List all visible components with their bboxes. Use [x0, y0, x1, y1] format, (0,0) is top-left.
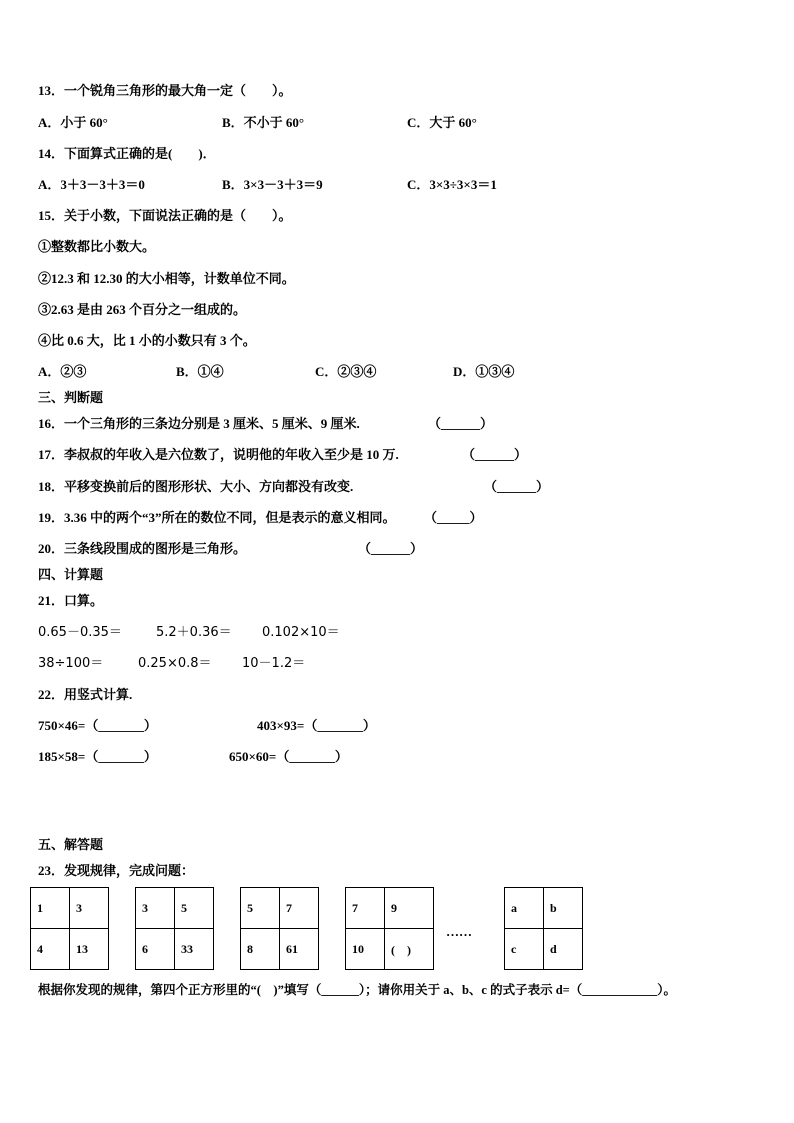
grid-cell: 7 — [280, 888, 319, 929]
section-heading-calc: 四、计算题 — [38, 567, 104, 582]
q15-option-d: D．①③④ — [453, 364, 515, 379]
grid-cell: 10 — [346, 929, 385, 970]
vertical-calc-1[interactable]: 750×46=（_______） — [38, 718, 157, 733]
grid-cell: b — [544, 888, 583, 929]
vertical-calc-3[interactable]: 185×58=（_______） — [38, 749, 157, 764]
q14-option-a: A．3＋3－3＋3＝0 — [38, 177, 145, 192]
grid-cell: 3 — [136, 888, 175, 929]
q15-statement-4: ④比 0.6 大，比 1 小的小数只有 3 个。 — [38, 333, 256, 348]
judge-blank-18[interactable]: （______） — [484, 479, 550, 494]
pattern-square-2 — [135, 887, 214, 970]
section-heading-judge: 三、判断题 — [38, 390, 104, 405]
grid-cell: 13 — [70, 929, 109, 970]
grid-cell: 6 — [136, 929, 175, 970]
judge-item-17: 17．李叔叔的年收入是六位数了，说明他的年收入至少是 10 万. — [38, 447, 399, 462]
judge-item-16: 16．一个三角形的三条边分别是 3 厘米、5 厘米、9 厘米. — [38, 416, 360, 431]
q15-option-c: C．②③④ — [315, 364, 377, 379]
q14-option-b: B．3×3－3＋3＝9 — [222, 177, 323, 192]
q14-option-c: C．3×3÷3×3＝1 — [407, 177, 497, 192]
q15-statement-1: ①整数都比小数大。 — [38, 239, 156, 254]
vertical-calc-4[interactable]: 650×60=（_______） — [229, 749, 348, 764]
pattern-square-1 — [30, 887, 109, 970]
q15-statement-2: ②12.3 和 12.30 的大小相等，计数单位不同。 — [38, 271, 295, 286]
oral-calc-5: 0.25×0.8＝ — [138, 656, 212, 671]
q13-stem: 13．一个锐角三角形的最大角一定（ ）。 — [38, 83, 292, 98]
section-heading-solve: 五、解答题 — [38, 837, 104, 852]
q15-option-a: A．②③ — [38, 364, 87, 379]
grid-cell: 1 — [31, 888, 70, 929]
pattern-square-general — [504, 887, 583, 970]
judge-blank-20[interactable]: （______） — [358, 541, 424, 556]
grid-cell: c — [505, 929, 544, 970]
judge-blank-17[interactable]: （______） — [462, 447, 528, 462]
q13-option-c: C．大于 60° — [407, 115, 477, 130]
oral-calc-3: 0.102×10＝ — [262, 625, 340, 640]
grid-cell: 61 — [280, 929, 319, 970]
q23-stem: 23．发现规律，完成问题： — [38, 863, 195, 878]
judge-item-20: 20．三条线段围成的图形是三角形。 — [38, 541, 247, 556]
grid-cell: 7 — [346, 888, 385, 929]
q22-stem: 22．用竖式计算. — [38, 687, 133, 702]
vertical-calc-2[interactable]: 403×93=（_______） — [257, 718, 376, 733]
q15-option-b: B．①④ — [176, 364, 224, 379]
q23-question[interactable]: 根据你发现的规律，第四个正方形里的“( )”填写（______）；请你用关于 a、b、c 的式子表示 d=（____________）。 — [38, 983, 677, 997]
oral-calc-4: 38÷100＝ — [38, 656, 104, 671]
grid-cell: 33 — [175, 929, 214, 970]
q15-stem: 15．关于小数，下面说法正确的是（ ）。 — [38, 208, 292, 223]
grid-cell: 3 — [70, 888, 109, 929]
grid-cell: 5 — [175, 888, 214, 929]
ellipsis: …… — [446, 924, 472, 939]
q15-statement-3: ③2.63 是由 263 个百分之一组成的。 — [38, 302, 247, 317]
grid-cell: 5 — [241, 888, 280, 929]
pattern-square-3 — [240, 887, 319, 970]
grid-cell: 8 — [241, 929, 280, 970]
oral-calc-2: 5.2＋0.36＝ — [156, 625, 232, 640]
grid-cell-unknown[interactable]: ( ) — [385, 929, 434, 970]
q13-option-b: B．不小于 60° — [222, 115, 305, 130]
q14-stem: 14．下面算式正确的是( )． — [38, 146, 216, 161]
judge-blank-19[interactable]: （_____） — [424, 510, 483, 525]
oral-calc-6: 10－1.2＝ — [242, 656, 306, 671]
q13-option-a: A．小于 60° — [38, 115, 108, 130]
judge-item-19: 19．3.36 中的两个“3”所在的数位不同，但是表示的意义相同。 — [38, 510, 396, 525]
judge-blank-16[interactable]: （______） — [428, 416, 494, 431]
grid-cell: d — [544, 929, 583, 970]
judge-item-18: 18．平移变换前后的图形形状、大小、方向都没有改变. — [38, 479, 354, 494]
grid-cell: a — [505, 888, 544, 929]
q21-stem: 21．口算。 — [38, 593, 104, 608]
grid-cell: 9 — [385, 888, 434, 929]
pattern-square-4 — [345, 887, 434, 970]
grid-cell: 4 — [31, 929, 70, 970]
oral-calc-1: 0.65－0.35＝ — [38, 625, 122, 640]
